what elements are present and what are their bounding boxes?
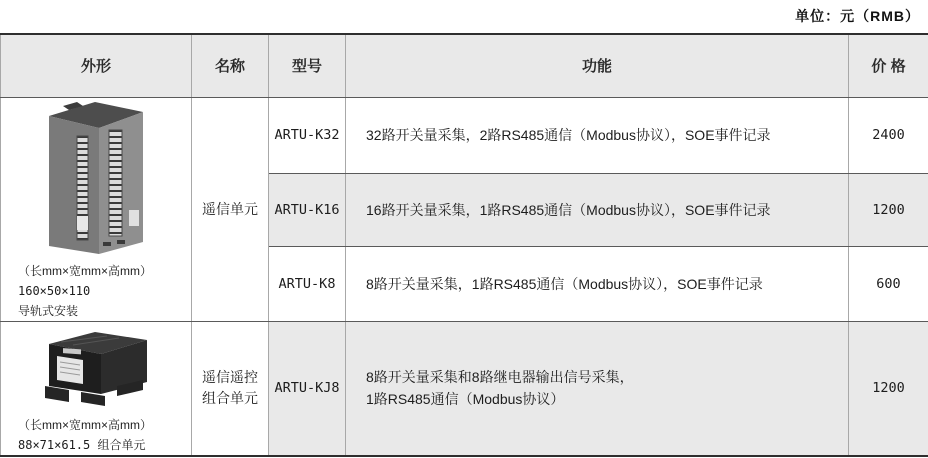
function-cell (346, 321, 849, 456)
appearance-cell-combo-unit (1, 321, 192, 456)
appearance-cell-din-rail (1, 97, 192, 321)
price-cell: 1200 (849, 321, 928, 456)
model-cell: ARTU-K8 (269, 247, 346, 321)
caption-line: 88×71×61.5 组合单元 (18, 437, 146, 452)
model-cell: ARTU-KJ8 (269, 321, 346, 456)
function-line: 1路RS485通信（Modbus协议） (366, 391, 565, 407)
unit-note: 单位：元（RMB） (795, 8, 920, 24)
caption-line: 导轨式安装 (18, 303, 79, 318)
function-cell: 32路开关量采集，2路RS485通信（Modbus协议），SOE事件记录 (346, 97, 849, 173)
model-cell: ARTU-K16 (269, 173, 346, 246)
price-cell: 600 (849, 247, 928, 321)
name-cell (192, 321, 269, 456)
caption-line: 160×50×110 (18, 283, 91, 298)
function-cell: 8路开关量采集，1路RS485通信（Modbus协议），SOE事件记录 (346, 247, 849, 321)
price-table (0, 33, 928, 457)
col-header-price: 价 格 (849, 34, 928, 97)
name-line: 遥信遥控 (202, 369, 258, 385)
din-rail-module-photo (33, 98, 159, 261)
caption-line: （长mm×宽mm×高mm） (18, 263, 152, 278)
combo-unit-module-photo (33, 328, 159, 415)
caption-line: （长mm×宽mm×高mm） (18, 417, 152, 432)
dimension-caption (1, 415, 191, 455)
name-cell: 遥信单元 (192, 97, 269, 321)
name-line: 组合单元 (202, 390, 258, 406)
function-line: 8路开关量采集和8路继电器输出信号采集， (366, 369, 634, 385)
table-row (1, 321, 928, 456)
model-cell: ARTU-K32 (269, 97, 346, 173)
dimension-caption (1, 261, 191, 321)
table-row (1, 97, 928, 173)
function-cell: 16路开关量采集，1路RS485通信（Modbus协议），SOE事件记录 (346, 173, 849, 246)
price-cell: 1200 (849, 173, 928, 246)
col-header-name: 名称 (192, 34, 269, 97)
col-header-appearance: 外形 (1, 34, 192, 97)
col-header-function: 功能 (346, 34, 849, 97)
price-cell: 2400 (849, 97, 928, 173)
header-row (1, 34, 928, 97)
col-header-model: 型号 (269, 34, 346, 97)
